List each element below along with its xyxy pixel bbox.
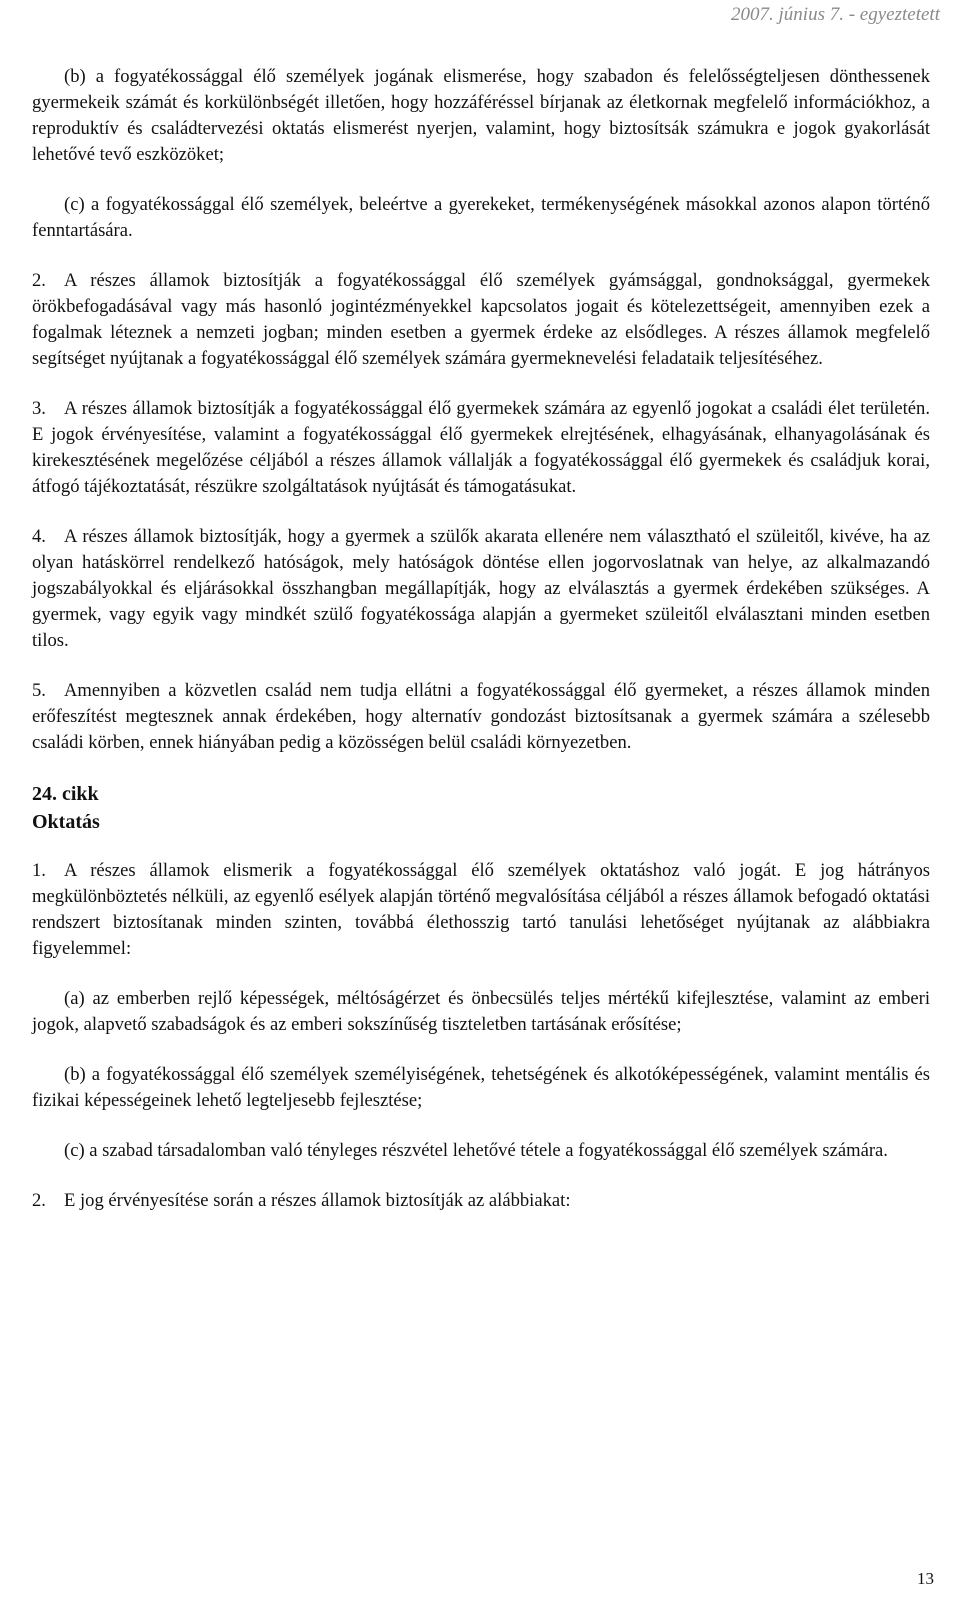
paragraph-2 <box>32 268 930 372</box>
article-heading <box>32 780 930 836</box>
article-number: 24. cikk <box>32 783 99 805</box>
paragraph-c: (c) a fogyatékossággal élő személyek, beleértve a gyerekeket, termékenységének másokkal azonos alapon történő fenntartására. <box>32 194 930 241</box>
article-paragraph-1-a: (a) az emberben rejlő képességek, méltóságérzet és önbecsülés teljes mértékű kifejlesztése, valamint az emberi jogok, alapvető szabadságok és az emberi sokszínűség tiszteletben tartásának erősítése; <box>32 988 930 1035</box>
paragraph-3-text: A részes államok biztosítják a fogyatékossággal élő gyermekek számára az egyenlő jogokat a családi élet területén. E jogok érvényesítése, valamint a fogyatékossággal élő gyermekek elrejtésének, elhagyásának, elhanyagolásának és kirekesztésének megelőzése céljából a részes államok vállalják a fogyatékossággal élő gyermekek és családjuk korai, átfogó tájékoztatását, részükre szolgáltatások nyújtását és támogatásukat. <box>32 398 930 497</box>
paragraph-4-text: A részes államok biztosítják, hogy a gyermek a szülők akarata ellenére nem választható el szüleitől, kivéve, ha az olyan hatáskörrel rendelkező hatóságok, mely hatóságok döntése ellen jogorvoslatnak van helye, az alkalmazandó jogszabályokkal és eljárásokkal összhangban megállapítják, hogy az elválasztás a gyermek érdekében szükséges. A gyermek, vagy egyik vagy mindkét szülő fogyatékossága alapján a gyermeket szüleitől elválasztani minden esetben tilos. <box>32 526 930 651</box>
article-paragraph-1 <box>32 858 930 962</box>
paragraph-3 <box>32 396 930 500</box>
paragraph-b: (b) a fogyatékossággal élő személyek jogának elismerése, hogy szabadon és felelősségteljesen dönthessenek gyermekeik számát és korkülönbségét illetően, hogy hozzáféréssel bírjanak az életkornak megfelelő információkhoz, a reproduktív és családtervezési oktatás elismerést nyerjen, valamint, hogy biztosítsák számukra e jogok gyakorlását lehetővé tevő eszközöket; <box>32 66 930 165</box>
paragraph-5 <box>32 678 930 756</box>
article-paragraph-1-c: (c) a szabad társadalomban való tényleges részvétel lehetővé tétele a fogyatékossággal élő személyek számára. <box>64 1140 888 1161</box>
article-paragraph-1-b: (b) a fogyatékossággal élő személyek személyiségének, tehetségének és alkotóképességének, valamint mentális és fizikai képességeinek lehető legteljesebb fejlesztése; <box>32 1064 930 1111</box>
paragraph-5-number: 5. <box>32 680 46 701</box>
paragraph-3-number: 3. <box>32 398 46 419</box>
paragraph-4-number: 4. <box>32 526 46 547</box>
document-body <box>32 64 930 1238</box>
article-paragraph-2-text: E jog érvényesítése során a részes államok biztosítják az alábbiakat: <box>64 1190 571 1211</box>
page-number: 13 <box>917 1569 934 1588</box>
paragraph-5-text: Amennyiben a közvetlen család nem tudja ellátni a fogyatékossággal élő gyermeket, a részes államok minden erőfeszítést megtesznek annak érdekében, hogy alternatív gondozást biztosítsanak a gyermek számára a szélesebb családi körben, ennek hiányában pedig a közösségen belül családi környezetben. <box>32 680 930 753</box>
article-paragraph-2-number: 2. <box>32 1190 46 1211</box>
article-paragraph-1-number: 1. <box>32 860 46 881</box>
paragraph-2-number: 2. <box>32 270 46 291</box>
article-paragraph-2 <box>32 1188 930 1214</box>
article-paragraph-1-text: A részes államok elismerik a fogyatékossággal élő személyek oktatáshoz való jogát. E jog hátrányos megkülönböztetés nélküli, az egyenlő esélyek alapján történő megvalósítása céljából a részes államok befogadó oktatási rendszert biztosítanak minden szinten, továbbá élethosszig tartó tanulási lehetőséget nyújtanak az alábbiakra figyelemmel: <box>32 860 930 959</box>
article-title: Oktatás <box>32 811 100 833</box>
page-header-date: 2007. június 7. - egyeztetett <box>731 4 940 25</box>
paragraph-2-text: A részes államok biztosítják a fogyatékossággal élő személyek gyámsággal, gondnoksággal, gyermekek örökbefogadásával vagy más hasonló jogintézményekkel kapcsolatos jogait és kötelezettségeit, amennyiben ezek a fogalmak léteznek a nemzeti jogban; minden esetben a gyermek érdeke az elsődleges. A részes államok megfelelő segítséget nyújtanak a fogyatékossággal élő személyek számára gyermeknevelési feladataik teljesítéséhez. <box>32 270 930 369</box>
paragraph-4 <box>32 524 930 654</box>
